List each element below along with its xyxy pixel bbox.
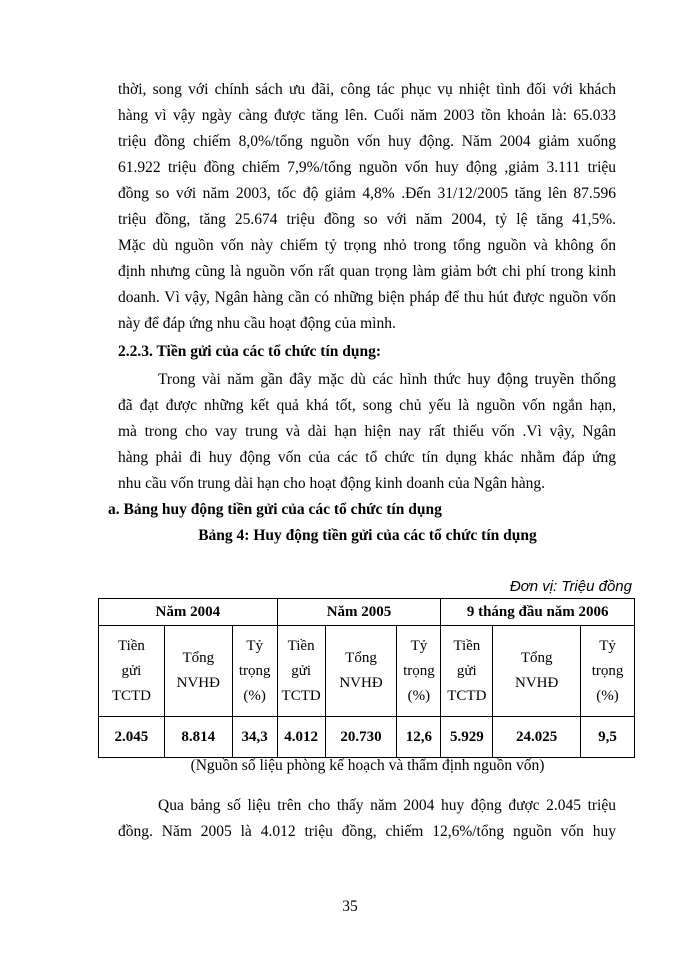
paragraph-line: đồng so với năm 2003, tốc độ giảm 4,8% .Đến 31/12/2005 tăng lên 87.596 bbox=[118, 185, 616, 202]
col-header-ty-trong: Tỷ trọng (%) bbox=[232, 626, 277, 717]
paragraph-line: thời, song với chính sách ưu đãi, công tác phục vụ nhiệt tình đối với khách bbox=[118, 81, 616, 98]
col-header-tien-gui: Tiền gửi TCTD bbox=[99, 626, 165, 717]
paragraph-line: triệu đồng chiếm 8,0%/tổng nguồn vốn huy động. Năm 2004 giảm xuống bbox=[118, 133, 616, 150]
paragraph-line: đồng. Năm 2005 là 4.012 triệu đồng, chiếm 12,6%/tổng nguồn vốn huy bbox=[118, 823, 616, 840]
table-cell: 4.012 bbox=[277, 717, 325, 758]
source-note: (Nguồn số liệu phòng kế hoạch và thẩm định nguồn vốn) bbox=[190, 757, 545, 774]
paragraph-line: này để đáp ứng nhu cầu hoạt động của mình. bbox=[118, 315, 396, 332]
period-header: 9 tháng đầu năm 2006 bbox=[441, 599, 635, 626]
paragraph-line: nhu cầu vốn trung dài hạn cho hoạt động kinh doanh của Ngân hàng. bbox=[118, 475, 546, 492]
col-header-tong: Tổng NVHĐ bbox=[164, 626, 232, 717]
paragraph-line: 61.922 triệu đồng chiếm 7,9%/tổng nguồn vốn huy động ,giảm 3.111 triệu bbox=[118, 159, 616, 176]
table-cell: 8.814 bbox=[164, 717, 232, 758]
paragraph-line: doanh. Vì vậy, Ngân hàng cần có những biện pháp để thu hút được nguồn vốn bbox=[118, 289, 616, 306]
paragraph-line: Trong vài năm gần đây mặc dù các hình thức huy động truyền thống bbox=[158, 371, 616, 388]
table-cell: 5.929 bbox=[441, 717, 493, 758]
paragraph-line: định nhưng cũng là nguồn vốn rất quan trọng làm giảm bớt chi phí trong kinh bbox=[118, 263, 616, 280]
col-header-tien-gui: Tiền gửi TCTD bbox=[441, 626, 493, 717]
table-row bbox=[99, 717, 635, 758]
table-caption: Bảng 4: Huy động tiền gửi của các tổ chức tín dụng bbox=[198, 527, 537, 544]
table-cell: 2.045 bbox=[99, 717, 165, 758]
col-header-ty-trong: Tỷ trọng (%) bbox=[581, 626, 635, 717]
table-cell: 9,5 bbox=[581, 717, 635, 758]
period-header: Năm 2005 bbox=[277, 599, 441, 626]
table-cell: 34,3 bbox=[232, 717, 277, 758]
paragraph-line: Mặc dù nguồn vốn này chiếm tỷ trọng nhỏ trong tổng nguồn và không ổn bbox=[118, 237, 616, 254]
paragraph-line: triệu đồng, tăng 25.674 triệu đồng so với năm 2004, tỷ lệ tăng 41,5%. bbox=[118, 211, 616, 228]
paragraph-line: hàng vì vậy ngày càng được tăng lên. Cuối năm 2003 tồn khoản là: 65.033 bbox=[118, 107, 616, 124]
paragraph-line: Qua bảng số liệu trên cho thấy năm 2004 huy động được 2.045 triệu bbox=[158, 797, 616, 814]
col-header-tien-gui: Tiền gửi TCTD bbox=[277, 626, 325, 717]
table-header-row bbox=[99, 599, 635, 626]
period-header: Năm 2004 bbox=[99, 599, 278, 626]
col-header-ty-trong: Tỷ trọng (%) bbox=[397, 626, 441, 717]
col-header-tong: Tổng NVHĐ bbox=[325, 626, 397, 717]
section-heading: 2.2.3. Tiền gửi của các tổ chức tín dụng: bbox=[118, 343, 382, 360]
deposit-table bbox=[98, 598, 635, 758]
table-cell: 20.730 bbox=[325, 717, 397, 758]
paragraph-line: đã đạt được những kết quả khá tốt, song chủ yếu là nguồn vốn ngắn hạn, bbox=[118, 397, 616, 414]
table-cell: 12,6 bbox=[397, 717, 441, 758]
table-subheader-row bbox=[99, 626, 635, 717]
subheading: a. Bảng huy động tiền gửi của các tổ chức tín dụng bbox=[108, 501, 442, 518]
page-number: 35 bbox=[342, 898, 358, 915]
paragraph-line: hàng phải đi huy động vốn của các tổ chức tín dụng khác nhằm đáp ứng bbox=[118, 449, 616, 466]
table-cell: 24.025 bbox=[493, 717, 581, 758]
paragraph-line: mà trong cho vay trung và dài hạn hiện nay rất thiếu vốn .Vì vậy, Ngân bbox=[118, 423, 616, 440]
unit-note: Đơn vị: Triệu đồng bbox=[509, 578, 632, 595]
col-header-tong: Tổng NVHĐ bbox=[493, 626, 581, 717]
